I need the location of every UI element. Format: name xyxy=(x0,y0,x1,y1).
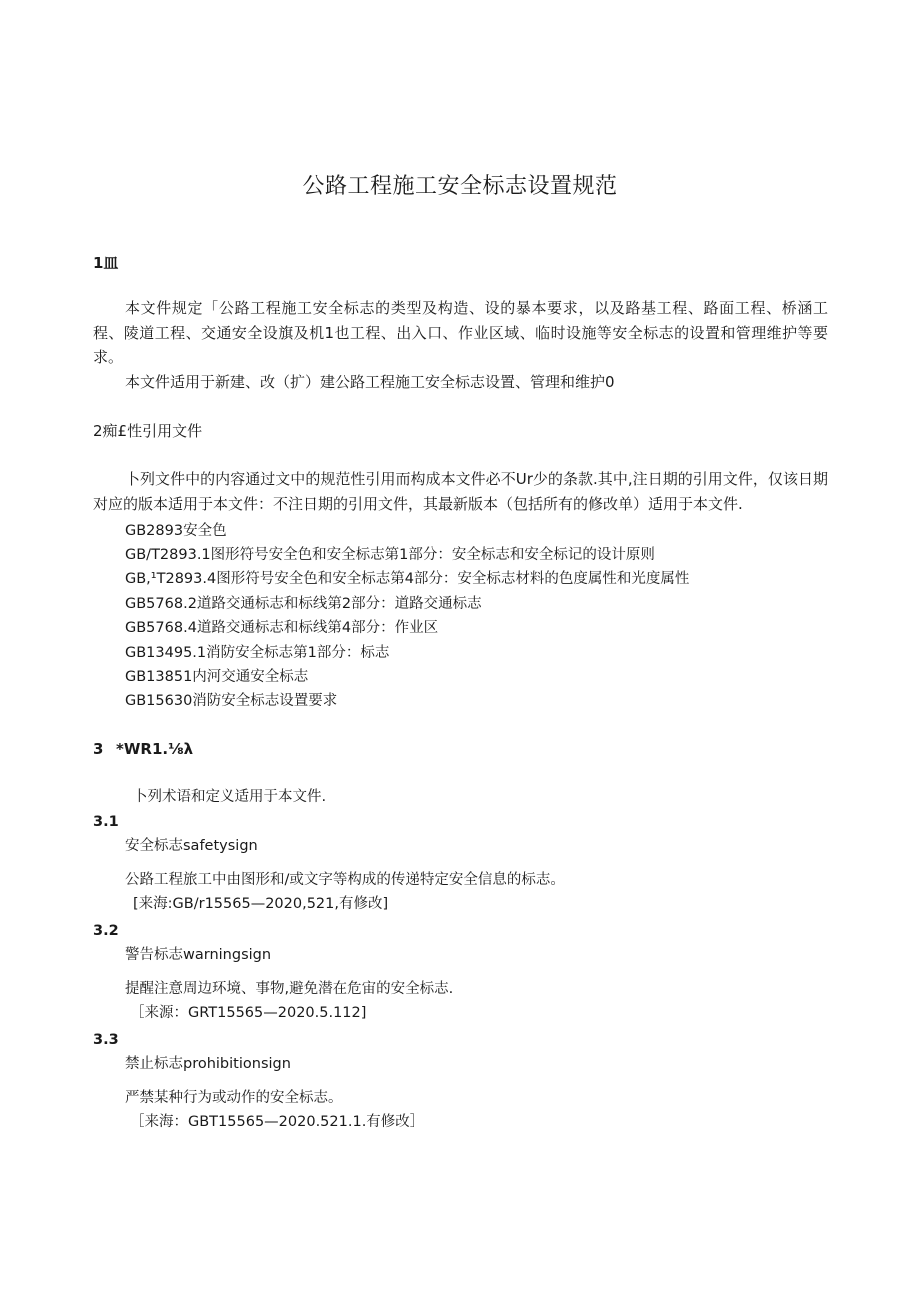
reference-item: GB13851内河交通安全标志 xyxy=(125,669,309,685)
term-definition: 提醒注意周边环境、事物,避免潜在危宙的安全标志. xyxy=(125,981,454,997)
reference-item: GB2893安全色 xyxy=(125,523,227,539)
document-title: 公路工程施工安全标志设置规范 xyxy=(302,174,618,199)
term-name: 警告标志warningsign xyxy=(125,947,272,963)
section-2-heading: 2痴£性引用文件 xyxy=(93,422,203,440)
reference-item: GB5768.2道路交通标志和标线第2部分：道路交通标志 xyxy=(125,596,482,612)
section-3-intro: 卜列术语和定义适用于本文件. xyxy=(133,789,327,805)
term-name: 禁止标志prohibitionsign xyxy=(125,1056,291,1072)
term-source: [来海:GB/r15565—2020,521,有修改] xyxy=(133,896,389,912)
reference-item: GB5768.4道路交通标志和标线第4部分：作业区 xyxy=(125,620,439,636)
term-source: ［来海：GBT15565—2020.521.1.有修改］ xyxy=(130,1114,425,1130)
section-1-paragraph-2: 本文件适用于新建、改（扩）建公路工程施工安全标志设置、管理和维护0 xyxy=(125,373,615,391)
term-number: 3.3 xyxy=(93,1032,119,1048)
term-number: 3.1 xyxy=(93,814,119,830)
term-definition: 严禁某种行为或动作的安全标志。 xyxy=(125,1090,343,1106)
term-source: ［来源：GRT15565—2020.5.112] xyxy=(130,1005,367,1021)
section-3-heading: *WR1.⅛λ xyxy=(116,740,194,758)
term-definition: 公路工程旅工中由图形和/或文字等构成的传递特定安全信息的标志。 xyxy=(125,872,565,888)
term-number: 3.2 xyxy=(93,923,119,939)
section-3-number: 3 xyxy=(93,740,104,758)
section-2-paragraph: 卜列文件中的内容通过文中的规范性引用而构成本文件必不Ur少的条款.其中,注日期的引用文件，仅该日期对应的版本适用于本文件：不注日期的引用文件，其最新版本（包括所有的修改单）适用于本文件. xyxy=(93,470,828,513)
reference-item: GB/T2893.1图形符号安全色和安全标志第1部分：安全标志和安全标记的设计原则 xyxy=(125,547,655,563)
reference-item: GB15630消防安全标志设置要求 xyxy=(125,693,338,709)
section-1-heading: 1皿 xyxy=(93,254,119,272)
reference-item: GB,¹T2893.4图形符号安全色和安全标志第4部分：安全标志材料的色度属性和光度属性 xyxy=(125,571,690,587)
reference-item: GB13495.1消防安全标志第1部分：标志 xyxy=(125,645,390,661)
section-1-paragraph-1: 本文件规定「公路工程施工安全标志的类型及构造、设的暴本要求，以及路基工程、路面工程、桥涵工程、陵道工程、交通安全设旗及机1也工程、出入口、作业区域、临时设施等安全标志的设置和管理维护等要求。 xyxy=(93,299,828,366)
term-name: 安全标志safetysign xyxy=(125,838,258,854)
